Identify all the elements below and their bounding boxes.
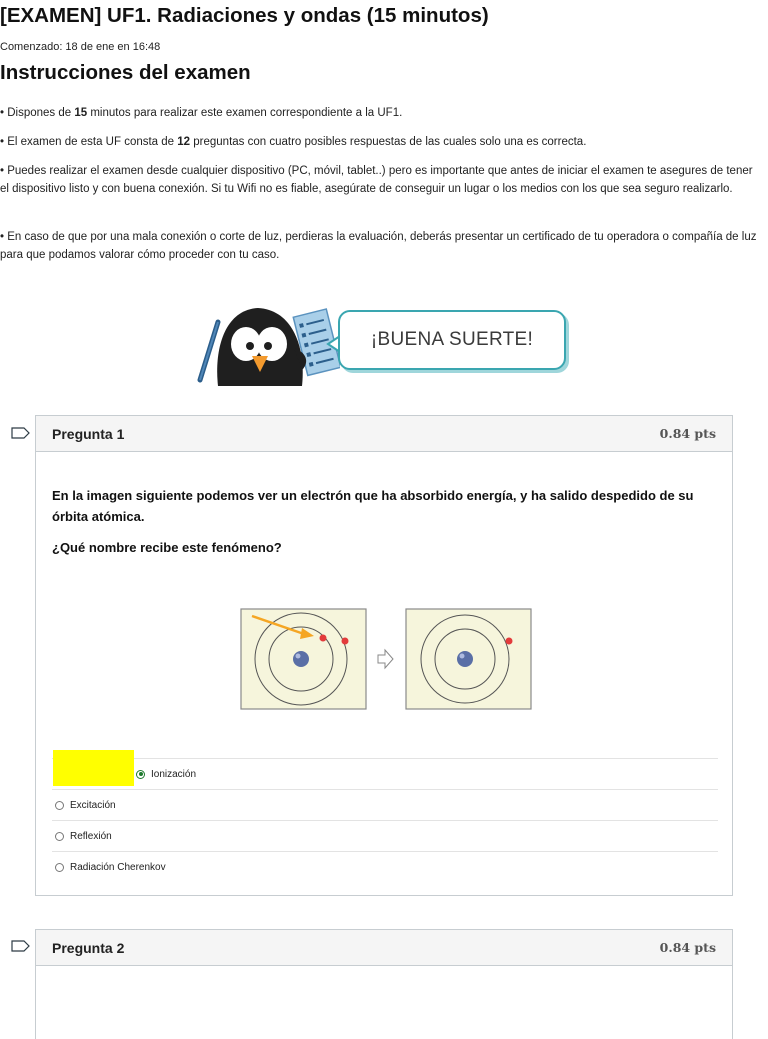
instruction-text: • El examen de esta UF consta de [0,136,178,148]
question-points: 0.84 pts [659,940,716,955]
bookmark-flag-icon[interactable] [11,940,30,952]
answer-label: Reflexión [70,830,112,842]
answer-option[interactable] [52,758,718,789]
question-points: 0.84 pts [659,426,716,441]
question-title: Pregunta 1 [52,425,125,442]
radio-icon[interactable] [55,832,64,841]
bookmark-flag-icon[interactable] [11,427,30,439]
good-luck-banner [190,300,575,386]
exam-title: [EXAMEN] UF1. Radiaciones y ondas (15 minutos) [0,4,489,27]
good-luck-bubble: ¡BUENA SUERTE! [338,310,566,370]
question-text: En la imagen siguiente podemos ver un electrón que ha absorbido energía, y ha salido despedido de su órbita atómica. [52,488,694,524]
penguin-illustration [190,300,340,386]
question-title: Pregunta 2 [52,939,125,956]
instruction-question-count [0,133,760,151]
question-card [35,929,733,1039]
answer-label: Excitación [70,799,116,811]
instruction-device: • Puedes realizar el examen desde cualquier dispositivo (PC, móvil, tablet..) pero es importante que antes de iniciar el examen te asegures de tener el dispositivo listo y con buena conexión. Si tu Wifi no es fiable, asegúrate de conseguir un lugar o los medios con los que sea seguro realizarlo. [0,165,753,195]
answer-highlight [53,750,134,786]
radio-icon[interactable] [55,801,64,810]
instruction-connection: • En caso de que por una mala conexión o corte de luz, perdieras la evaluación, deberás presentar un certificado de tu operadora o compañía de luz para que podamos valorar cómo proceder con tu caso. [0,231,757,261]
instruction-text: minutos para realizar este examen correspondiente a la UF1. [87,107,403,119]
radio-checked-icon[interactable] [136,770,145,779]
radio-icon[interactable] [55,863,64,872]
answer-list [52,758,718,882]
instruction-bold-value: 12 [177,136,191,148]
question-header [36,416,732,452]
question-prompt: ¿Qué nombre recibe este fenómeno? [52,540,282,555]
ionization-diagram [240,608,532,710]
instruction-text: • Dispones de [0,107,75,119]
instruction-duration [0,104,760,122]
instructions-title: Instrucciones del examen [0,61,251,84]
instruction-text: preguntas con cuatro posibles respuestas de las cuales solo una es correcta. [190,136,587,148]
instruction-bold-value: 15 [74,107,88,119]
answer-label: Radiación Cherenkov [70,861,166,873]
question-header [36,930,732,966]
answer-label: Ionización [151,768,197,780]
answer-option[interactable] [52,789,718,820]
answer-option[interactable] [52,851,718,882]
started-timestamp: Comenzado: 18 de ene en 16:48 [0,41,161,53]
answer-option[interactable] [52,820,718,851]
question-card [35,415,733,896]
